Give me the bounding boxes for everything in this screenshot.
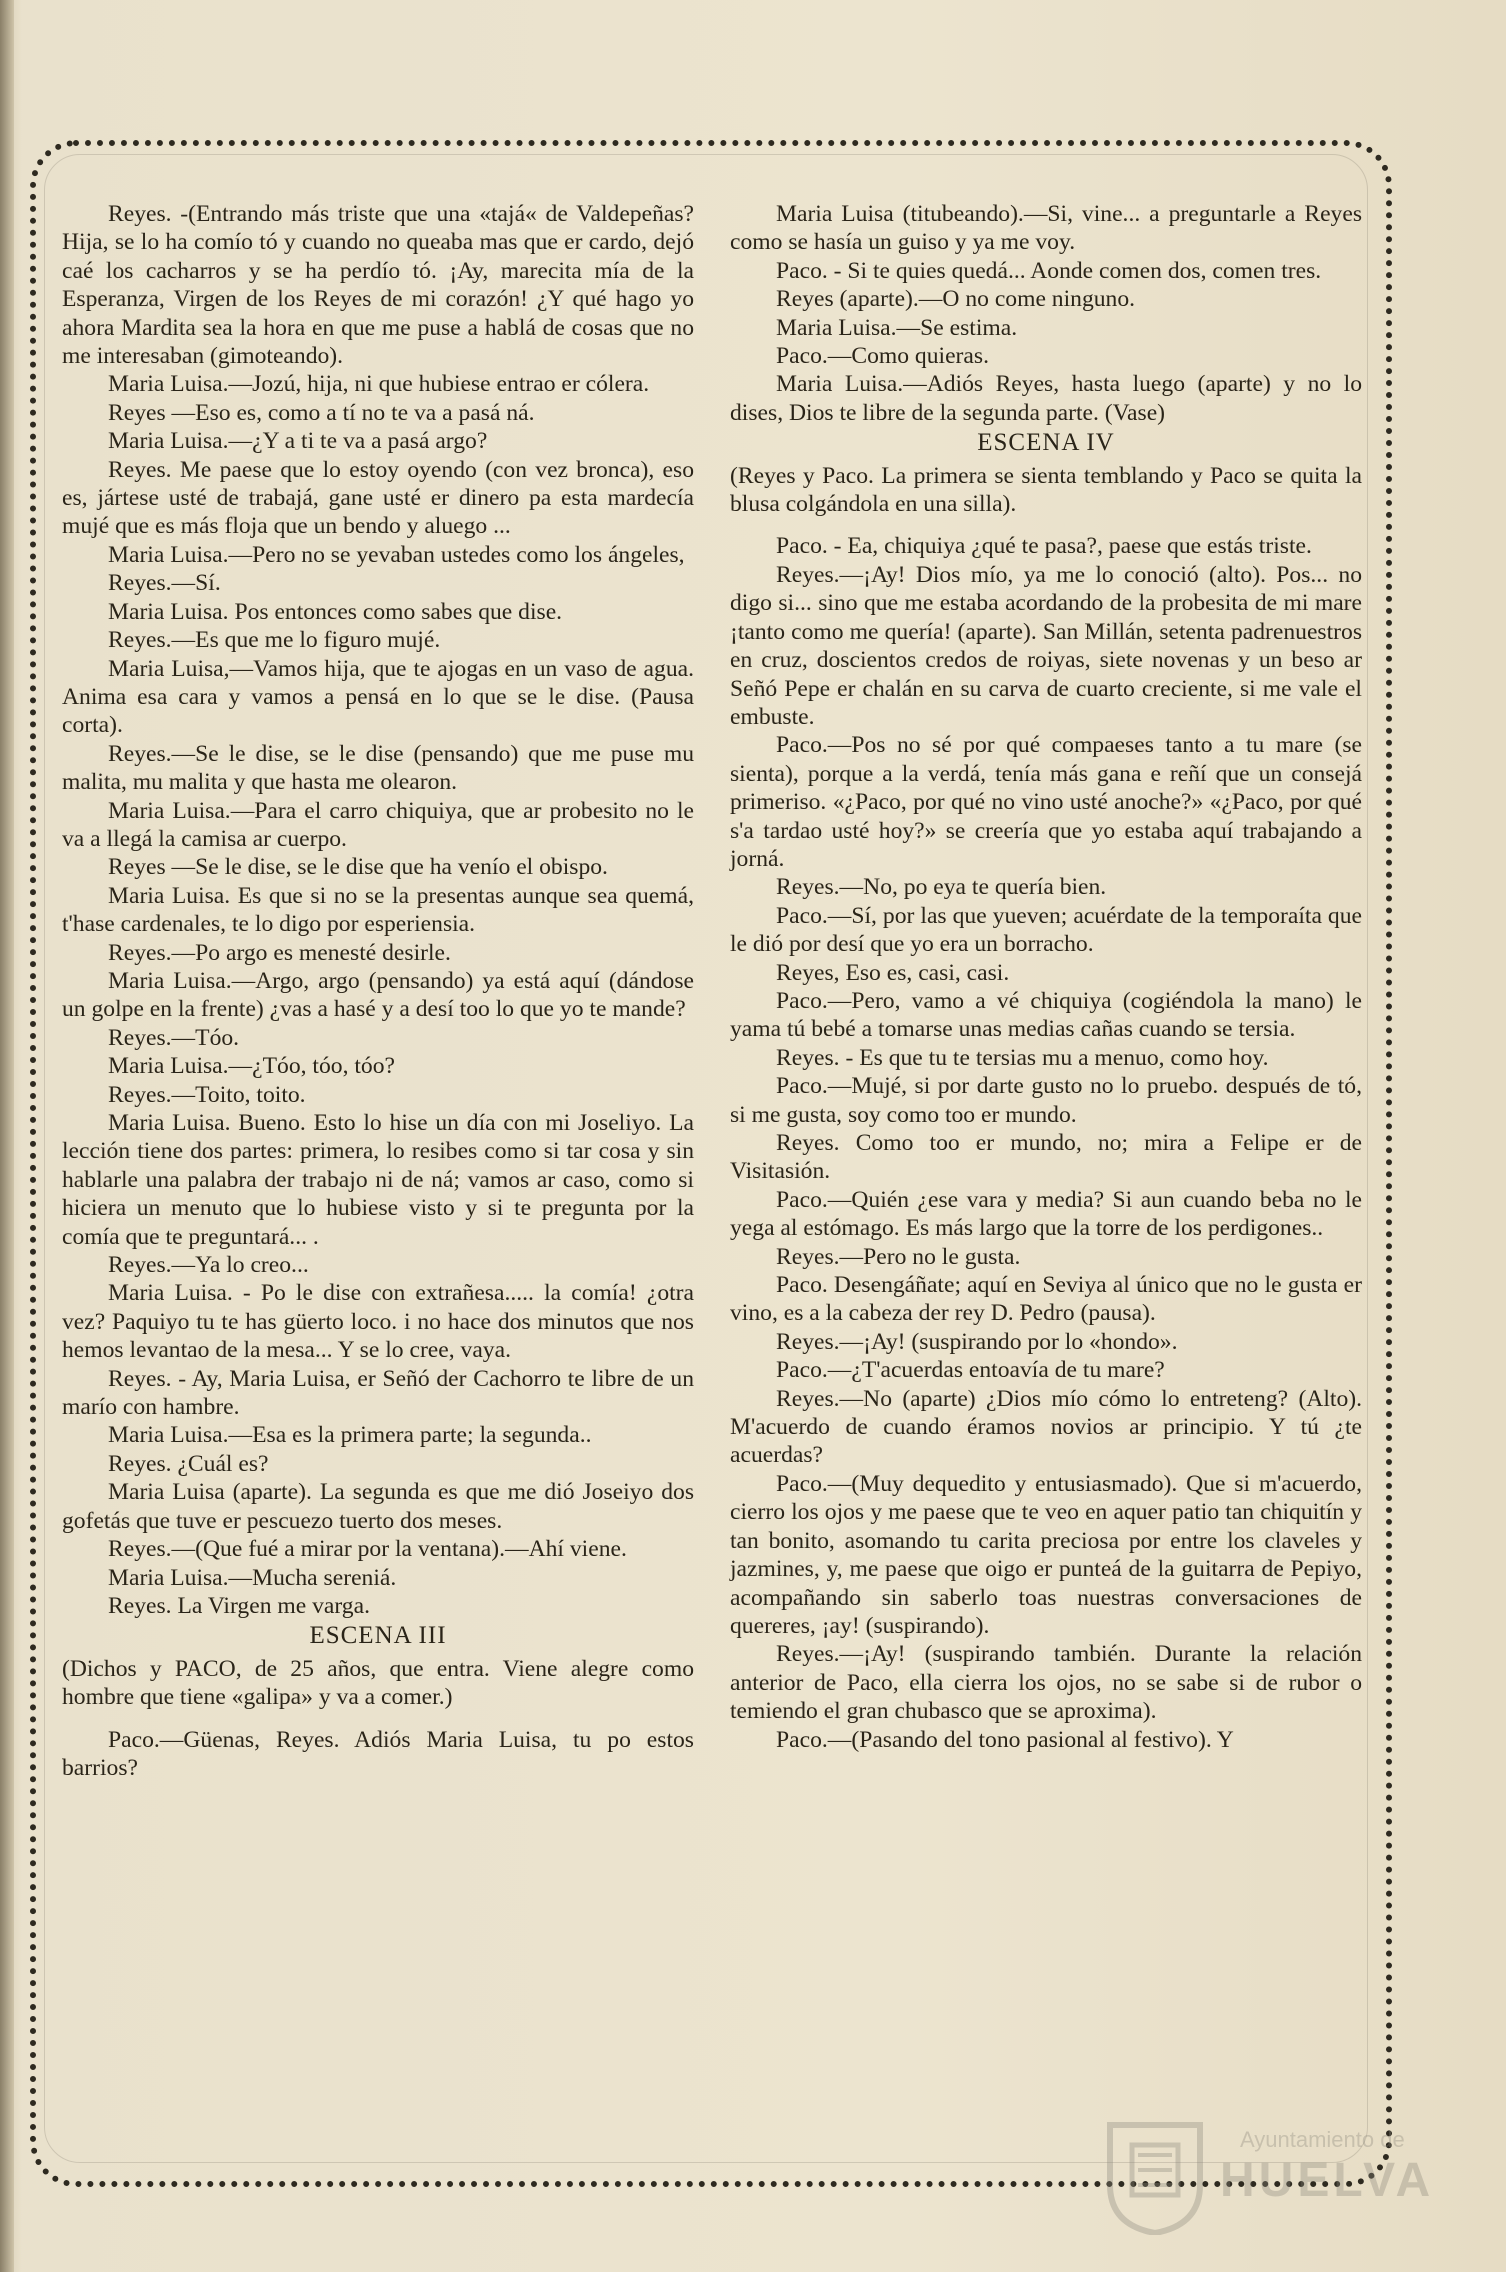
dialogue-line: Reyes.—¡Ay! Dios mío, ya me lo conoció (alto). Pos... no digo si... sino que me estaba acordando de la probesita de mi mare ¡tanto como me quería! (aparte). San Millán, setenta padrenuestros en cruz, doscientos credos de roiyas, siete novenas y un beso ar Señó Pepe er chalán en su carva de cuarto creciente, si me vale el embuste.: [730, 561, 1362, 730]
stage-direction: (Dichos y PACO, de 25 años, que entra. Viene alegre como hombre que tiene «galipa» y va a comer.): [62, 1655, 694, 1711]
dialogue-line: Maria Luisa.—¿Y a ti te va a pasá argo?: [108, 428, 488, 455]
dialogue-line: Maria Luisa,—Vamos hija, que te ajogas en un vaso de agua. Anima esa cara y vamos a pensá en lo que se le dise. (Pausa corta).: [62, 655, 694, 739]
dialogue-line: Reyes.—No, po eya te quería bien.: [776, 874, 1107, 901]
watermark-line2: HUELVA: [1220, 2154, 1435, 2207]
text-columns: [62, 200, 1362, 2140]
dialogue-line: Reyes.—Se le dise, se le dise (pensando) que me puse mu malita, mu malita y que hasta me olearon.: [62, 740, 694, 796]
scene-heading: ESCENA IV: [977, 429, 1115, 457]
stage-direction: (Reyes y Paco. La primera se sienta temblando y Paco se quita la blusa colgándola en una silla).: [730, 462, 1362, 518]
dialogue-line: Paco.—(Muy dequedito y entusiasmado). Que si m'acuerdo, cierro los ojos y me paese que te veo en aquer patio tan chiquitín y tan bonito, asomando tu carita preciosa por entre los claveles y jazmines, y, me paese que oigo er punteá de la guitarra de Pepiyo, acompañando sin saberlo toas nuestras conversaciones de quereres, ¡ay! (suspirando).: [730, 1470, 1362, 1639]
dialogue-line: Paco.—Pero, vamo a vé chiquiya (cogiéndola la mano) le yama tú bebé a tomarse unas medias cañas cuando se tersia.: [730, 987, 1362, 1043]
dialogue-line: Reyes.—Ya lo creo...: [108, 1252, 309, 1279]
dialogue-line: Reyes. La Virgen me varga.: [108, 1592, 370, 1619]
book-spine: [0, 0, 14, 2272]
dialogue-line: Paco.—Pos no sé por qué compaeses tanto a tu mare (se sienta), porque a la verdá, tenía más gana e reñí que un consejá primeriso. «¿Paco, por qué no vino usté anoche?» «¿Paco, por qué s'a tardao usté hoy?» se creería que yo estaba aquí trabajando a jorná.: [730, 732, 1362, 872]
dialogue-line: Maria Luisa.—Jozú, hija, ni que hubiese entrao er cólera.: [108, 371, 650, 398]
dialogue-line: Maria Luisa. Es que si no se la presentas aunque sea quemá, t'hase cardenales, te lo digo por esperiensia.: [62, 882, 694, 938]
dialogue-line: Reyes, Eso es, casi, casi.: [776, 959, 1010, 986]
dialogue-line: Reyes.—Po argo es menesté desirle.: [108, 939, 451, 966]
dialogue-line: Maria Luisa. Bueno. Esto lo hise un día con mi Joseliyo. La lección tiene dos partes: primera, lo resibes como si tar cosa y sin hablarle una palabra der trabajo ni de ná; vamos ar caso, como si hiciera un menuto que lo hubiese visto y si te pregunta por la comía que te preguntará... .: [62, 1110, 694, 1250]
watermark-line1: Ayuntamiento de: [1240, 2127, 1405, 2152]
coat-of-arms-icon: [1100, 2115, 1210, 2235]
dialogue-line: Paco. Desengáñate; aquí en Seviya al único que no le gusta er vino, es a la cabeza der rey D. Pedro (pausa).: [730, 1272, 1362, 1327]
dialogue-line: Reyes. - Ay, Maria Luisa, er Señó der Cachorro te libre de un marío con hambre.: [62, 1365, 694, 1421]
scene-heading: ESCENA III: [309, 1622, 447, 1650]
dialogue-line: Reyes.—Toito, toito.: [108, 1081, 306, 1108]
dialogue-line: Paco.—¿T'acuerdas entoavía de tu mare?: [776, 1357, 1165, 1384]
dialogue-line: Reyes.—Pero no le gusta.: [776, 1243, 1021, 1270]
dialogue-line: Reyes. -(Entrando más triste que una «tajá« de Valdepeñas? Hija, se lo ha comío tó y cuando no queaba mas que er cardo, dejó caé los cacharros y se ha perdío tó. ¡Ay, marecita mía de la Esperanza, Virgen de los Reyes de mi corazón! ¿Y qué hago yo ahora Mardita sea la hora en que me puse a hablá de cosas que no me interesaban (gimoteando).: [62, 201, 694, 370]
dialogue-line: Paco. - Ea, chiquiya ¿qué te pasa?, paese que estás triste.: [776, 533, 1312, 560]
dialogue-line: Reyes.—¡Ay! (suspirando también. Durante la relación anterior de Paco, ella cierra los ojos, no se sabe si de rubor o temiendo el gran chubasco que se aproxima).: [730, 1641, 1362, 1725]
dialogue-line: Maria Luisa (aparte). La segunda es que me dió Joseiyo dos gofetás que tuve er pescuezo tuerto dos meses.: [62, 1479, 694, 1534]
dialogue-line: Maria Luisa. - Po le dise con extrañesa..... la comía! ¿otra vez? Paquiyo tu te has güerto loco. i no hace dos minutos que nos hemos levantao de la mesa... Y se lo cree, vaya.: [62, 1280, 694, 1364]
dialogue-line: Reyes —Se le dise, se le dise que ha venío el obispo.: [108, 854, 608, 881]
dialogue-line: Paco.—Quién ¿ese vara y media? Si aun cuando beba no le yega al estómago. Es más largo que la torre de los perdigones..: [730, 1186, 1362, 1242]
dialogue-line: Maria Luisa.—Esa es la primera parte; la segunda..: [108, 1422, 592, 1449]
dialogue-line: Maria Luisa. Pos entonces como sabes que dise.: [108, 598, 563, 625]
dialogue-line: Reyes.—Sí.: [108, 570, 221, 597]
dialogue-line: Reyes. - Es que tu te tersias mu a menuo, como hoy.: [776, 1044, 1269, 1071]
dialogue-line: Reyes —Eso es, como a tí no te va a pasá ná.: [108, 399, 535, 426]
dialogue-line: Maria Luisa.—Adiós Reyes, hasta luego (aparte) y no lo dises, Dios te libre de la segunda parte. (Vase): [730, 371, 1362, 426]
dialogue-line: Paco.—Sí, por las que yueven; acuérdate de la temporaíta que le dió por desí que yo era un borracho.: [730, 902, 1362, 958]
dialogue-line: Paco. - Si te quies quedá... Aonde comen dos, comen tres.: [776, 257, 1322, 284]
dialogue-line: Paco.—(Pasando del tono pasional al festivo). Y: [776, 1726, 1234, 1753]
dialogue-line: Maria Luisa.—¿Tóo, tóo, tóo?: [108, 1053, 395, 1080]
dialogue-line: Reyes.—¡Ay! (suspirando por lo «hondo».: [776, 1328, 1178, 1355]
dialogue-line: Reyes.—Es que me lo figuro mujé.: [108, 627, 441, 654]
dialogue-line: Reyes. Como too er mundo, no; mira a Felipe er de Visitasión.: [730, 1130, 1362, 1185]
right-column: [730, 200, 1362, 2140]
watermark: [1090, 2105, 1490, 2255]
dialogue-line: Maria Luisa.—Para el carro chiquiya, que ar probesito no le va a llegá la camisa ar cuerpo.: [62, 797, 694, 852]
dialogue-line: Reyes. ¿Cuál es?: [108, 1450, 269, 1477]
dialogue-line: Reyes. Me paese que lo estoy oyendo (con vez bronca), eso es, jártese usté de trabajá, gane usté er dinero pa esta mardecía mujé que es más floja que un bendo y aluego ...: [62, 456, 694, 540]
dialogue-line: Paco.—Mujé, si por darte gusto no lo pruebo. después de tó, si me gusta, soy como too er mundo.: [730, 1073, 1362, 1128]
dialogue-line: Maria Luisa.—Mucha sereniá.: [108, 1564, 397, 1591]
dialogue-line: Maria Luisa.—Se estima.: [776, 314, 1018, 341]
dialogue-line: Reyes.—Tóo.: [108, 1024, 240, 1051]
dialogue-line: Reyes.—(Que fué a mirar por la ventana).—Ahí viene.: [108, 1536, 627, 1563]
dialogue-line: Reyes.—No (aparte) ¿Dios mío cómo lo entreteng? (Alto). M'acuerdo de cuando éramos novios ar principio. Y tú ¿te acuerdas?: [730, 1385, 1362, 1469]
dialogue-line: Maria Luisa.—Pero no se yevaban ustedes como los ángeles,: [108, 541, 685, 568]
dialogue-line: Paco.—Como quieras.: [776, 343, 989, 370]
left-column: [62, 200, 694, 2140]
dialogue-line: Maria Luisa (titubeando).—Si, vine... a preguntarle a Reyes como se hasía un guiso y ya me voy.: [730, 201, 1362, 256]
dialogue-line: Maria Luisa.—Argo, argo (pensando) ya está aquí (dándose un golpe en la frente) ¿vas a hasé y a desí too lo que yo te mande?: [62, 967, 694, 1023]
dialogue-line: Paco.—Güenas, Reyes. Adiós Maria Luisa, tu po estos barrios?: [62, 1726, 694, 1781]
dialogue-line: Reyes (aparte).—O no come ninguno.: [776, 286, 1136, 313]
